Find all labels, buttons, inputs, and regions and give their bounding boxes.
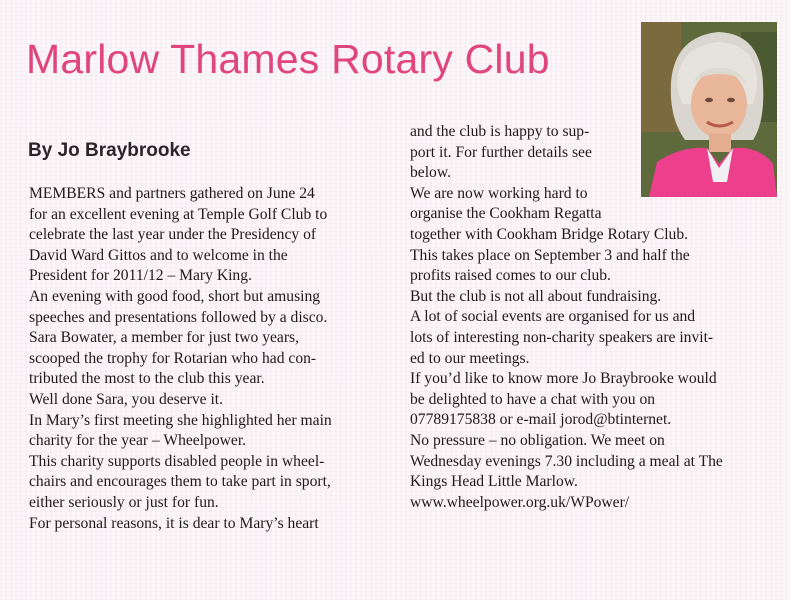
- text-line: A lot of social events are organised for us and: [410, 308, 696, 326]
- text-line: An evening with good food, short but amusing: [29, 287, 321, 305]
- text-line: organise the Cookham Regatta: [410, 205, 602, 223]
- left-text-column: [29, 184, 399, 534]
- text-line: MEMBERS and partners gathered on June 24: [29, 185, 315, 202]
- text-line: below.: [410, 164, 451, 182]
- text-line: and the club is happy to sup-: [410, 123, 590, 140]
- scan-edge: [790, 0, 800, 600]
- text-line: speeches and presentations followed by a disco.: [29, 308, 328, 326]
- text-line: ed to our meetings.: [410, 349, 530, 367]
- text-line: Well done Sara, you deserve it.: [29, 390, 224, 408]
- text-line: This takes place on September 3 and half the: [410, 246, 690, 264]
- text-line: charity for the year – Wheelpower.: [29, 432, 247, 450]
- text-line: 07789175838 or e-mail jorod@btinternet.: [410, 411, 672, 429]
- text-line: scooped the trophy for Rotarian who had con-: [29, 349, 317, 367]
- text-line: together with Cookham Bridge Rotary Club.: [410, 225, 689, 243]
- text-line: This charity supports disabled people in wheel-: [29, 452, 325, 470]
- text-line: President for 2011/12 – Mary King.: [29, 267, 252, 285]
- text-line: be delighted to have a chat with you on: [410, 390, 656, 408]
- text-line: No pressure – no obligation. We meet on: [410, 431, 665, 449]
- text-line: If you’d like to know more Jo Braybrooke would: [410, 370, 717, 388]
- text-line: either seriously or just for fun.: [29, 493, 219, 511]
- text-line: In Mary’s first meeting she highlighted her main: [29, 411, 332, 429]
- text-line: profits raised comes to our club.: [410, 267, 611, 285]
- text-line: David Ward Gittos and to welcome in the: [29, 246, 288, 264]
- text-line: celebrate the last year under the Presidency of: [29, 226, 317, 244]
- text-line: port it. For further details see: [410, 143, 592, 161]
- text-line: tributed the most to the club this year.: [29, 370, 265, 388]
- text-line: lots of interesting non-charity speakers are invit-: [410, 328, 714, 346]
- text-line: For personal reasons, it is dear to Mary’s heart: [29, 514, 319, 532]
- article-byline: By Jo Braybrooke: [28, 140, 191, 161]
- text-line: Wednesday evenings 7.30 including a meal at The: [410, 452, 723, 470]
- text-line: www.wheelpower.org.uk/WPower/: [410, 493, 630, 511]
- article-title: Marlow Thames Rotary Club: [26, 36, 550, 82]
- text-line: But the club is not all about fundraising.: [410, 287, 662, 305]
- text-line: Sara Bowater, a member for just two years,: [29, 329, 300, 347]
- text-line: chairs and encourages them to take part in sport,: [29, 473, 331, 491]
- text-line: for an excellent evening at Temple Golf Club to: [29, 205, 328, 223]
- text-line: Kings Head Little Marlow.: [410, 473, 578, 491]
- right-text-column: [410, 122, 790, 513]
- text-line: We are now working hard to: [410, 184, 588, 202]
